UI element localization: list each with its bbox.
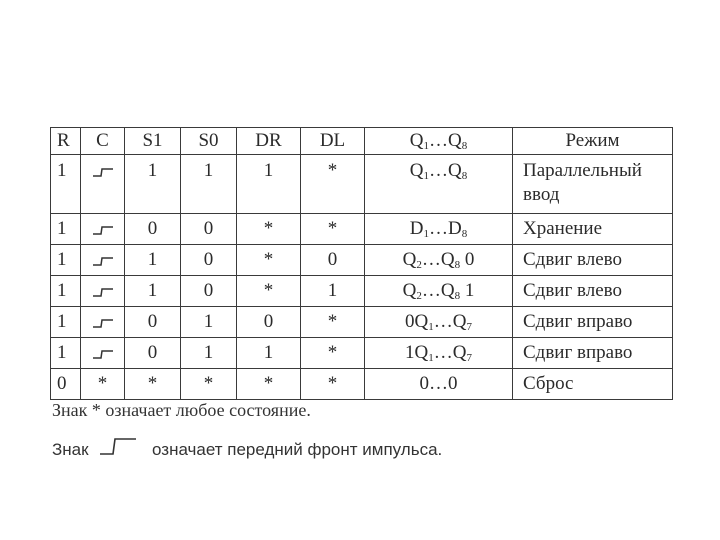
cell-s0: 0 [181, 276, 237, 307]
cell-dl: * [301, 369, 365, 400]
header-mode: Режим [513, 128, 673, 155]
cell-q: $D_1\dots D_8$ [365, 214, 513, 245]
cell-dr: 1 [237, 155, 301, 214]
cell-mode: Сдвиг влево [513, 276, 673, 307]
header-c: C [81, 128, 125, 155]
cell-s0: * [181, 369, 237, 400]
cell-dr: * [237, 276, 301, 307]
cell-dr: * [237, 245, 301, 276]
table-row-reset [51, 369, 673, 400]
edge-note-suffix: означает передний фронт импульса. [152, 440, 443, 459]
cell-r: 1 [51, 276, 81, 307]
cell-s1: 1 [125, 245, 181, 276]
cell-mode: Параллельный ввод [513, 155, 673, 214]
cell-c-edge [81, 245, 125, 276]
cell-q: $1Q_1\dots Q_7$ [365, 338, 513, 369]
cell-c-edge [81, 307, 125, 338]
cell-q: 0…0 [365, 369, 513, 400]
header-dl: DL [301, 128, 365, 155]
cell-dr: 0 [237, 307, 301, 338]
edge-note-prefix: Знак [52, 440, 89, 459]
rising-edge-icon [92, 317, 114, 329]
star-note: Знак * означает любое состояние. [52, 400, 311, 420]
cell-c-edge [81, 155, 125, 214]
table-row [51, 214, 673, 245]
cell-q: $Q_2\dots Q_8$ 1 [365, 276, 513, 307]
header-s1: S1 [125, 128, 181, 155]
cell-s0: 1 [181, 155, 237, 214]
cell-dr: 1 [237, 338, 301, 369]
cell-r: 1 [51, 214, 81, 245]
cell-c: * [81, 369, 125, 400]
cell-q: $Q_1\dots Q_8$ [365, 155, 513, 214]
cell-dl: 0 [301, 245, 365, 276]
truth-table-body [51, 155, 673, 400]
cell-r: 0 [51, 369, 81, 400]
cell-c-edge [81, 214, 125, 245]
cell-s1: * [125, 369, 181, 400]
cell-c-edge [81, 276, 125, 307]
table-row [51, 338, 673, 369]
cell-s1: 0 [125, 214, 181, 245]
cell-r: 1 [51, 155, 81, 214]
cell-mode: Хранение [513, 214, 673, 245]
cell-dr: * [237, 369, 301, 400]
cell-dl: * [301, 307, 365, 338]
cell-s1: 1 [125, 155, 181, 214]
cell-s0: 1 [181, 338, 237, 369]
header-s0: S0 [181, 128, 237, 155]
cell-dr: * [237, 214, 301, 245]
rising-edge-icon [92, 348, 114, 360]
cell-dl: * [301, 338, 365, 369]
cell-s1: 1 [125, 276, 181, 307]
cell-mode: Сдвиг влево [513, 245, 673, 276]
header-row [51, 128, 673, 155]
cell-r: 1 [51, 307, 81, 338]
cell-s1: 0 [125, 307, 181, 338]
cell-mode: Сброс [513, 369, 673, 400]
cell-r: 1 [51, 245, 81, 276]
cell-r: 1 [51, 338, 81, 369]
cell-q: $Q_2\dots Q_8$ 0 [365, 245, 513, 276]
header-q-range: $Q_1\dots Q_8$ [365, 128, 513, 155]
rising-edge-icon [99, 437, 137, 457]
truth-table [50, 127, 673, 400]
rising-edge-icon [92, 224, 114, 236]
rising-edge-icon [92, 166, 114, 178]
cell-dl: 1 [301, 276, 365, 307]
edge-note [52, 437, 442, 460]
cell-dl: * [301, 155, 365, 214]
cell-q: $0Q_1\dots Q_7$ [365, 307, 513, 338]
table-row [51, 307, 673, 338]
cell-mode: Сдвиг вправо [513, 307, 673, 338]
cell-s0: 0 [181, 214, 237, 245]
cell-dl: * [301, 214, 365, 245]
table-row [51, 245, 673, 276]
header-r: R [51, 128, 81, 155]
table-row [51, 155, 673, 214]
cell-s0: 1 [181, 307, 237, 338]
rising-edge-icon [92, 255, 114, 267]
cell-mode: Сдвиг вправо [513, 338, 673, 369]
cell-s0: 0 [181, 245, 237, 276]
rising-edge-icon [92, 286, 114, 298]
table-row [51, 276, 673, 307]
header-dr: DR [237, 128, 301, 155]
cell-s1: 0 [125, 338, 181, 369]
cell-c-edge [81, 338, 125, 369]
